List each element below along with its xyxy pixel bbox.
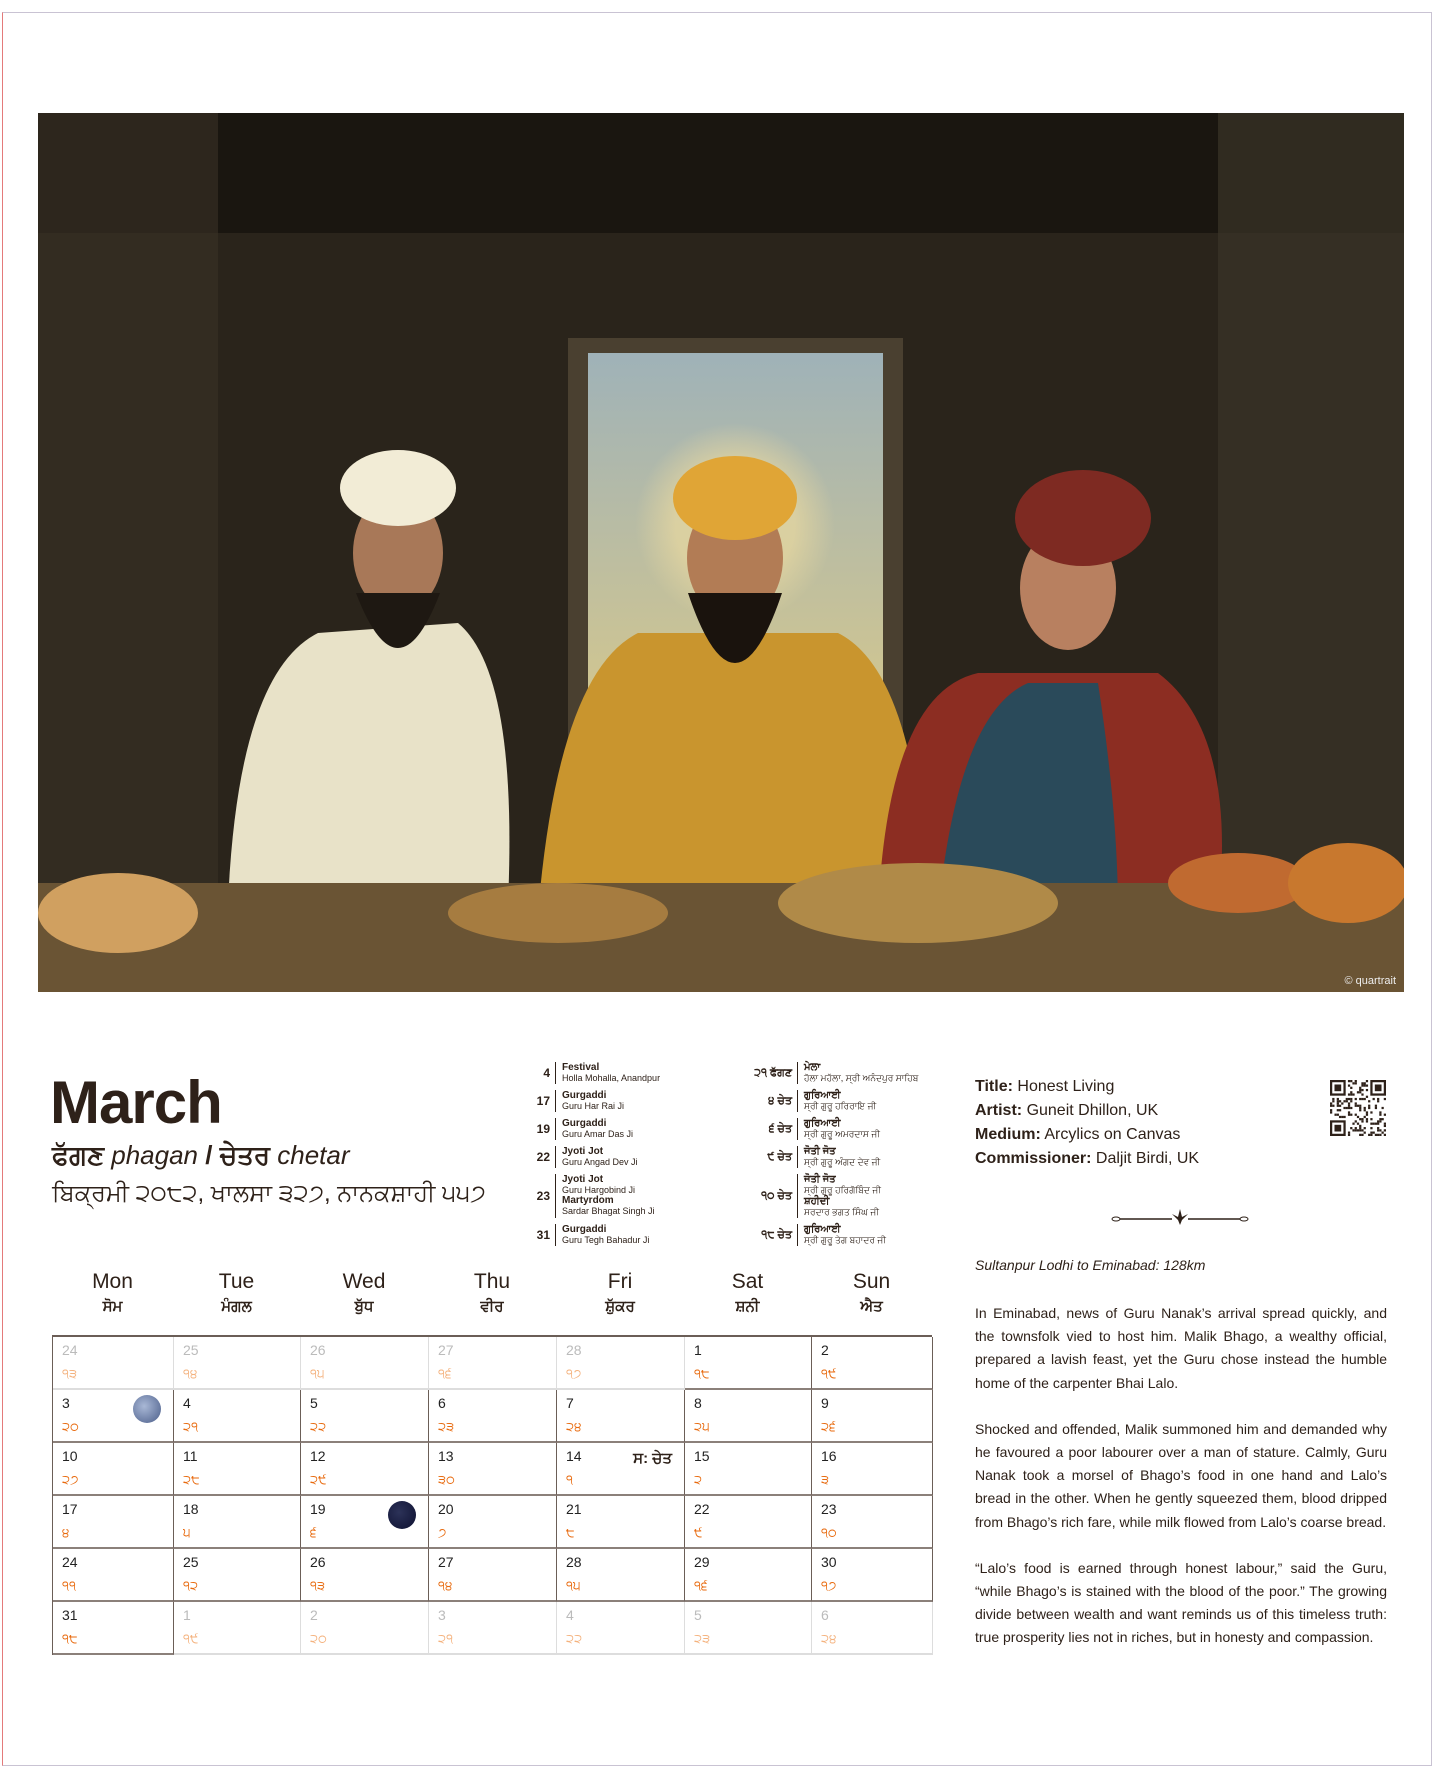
day-number: 6	[821, 1607, 829, 1623]
day-gurmukhi: ੧੨	[183, 1578, 199, 1593]
event-pa-title: ਜੋਤੀ ਜੋਤ	[804, 1174, 836, 1185]
weekday-pa: ਸ਼ਨੀ	[735, 1298, 760, 1315]
day-cell[interactable]	[557, 1602, 685, 1655]
event-pa-sub: ਸ੍ਰੀ ਗੁਰੂ ਹਰਿਗੋਬਿੰਦ ਜੀ	[804, 1185, 881, 1195]
day-gurmukhi: ੫	[183, 1525, 191, 1540]
event-row	[520, 1118, 940, 1140]
day-number: 27	[438, 1554, 454, 1570]
month-title: March	[50, 1069, 222, 1136]
info-title	[975, 1075, 1385, 1099]
event-pa-details	[797, 1224, 934, 1246]
day-cell[interactable]	[429, 1496, 557, 1549]
weekday-sat	[684, 1270, 811, 1335]
day-gurmukhi: ੧੮	[694, 1366, 710, 1381]
day-gurmukhi: ੧੭	[821, 1578, 837, 1593]
event-sub: Guru Har Rai Ji	[562, 1101, 625, 1111]
day-number: 19	[310, 1501, 326, 1517]
day-cell[interactable]	[53, 1496, 174, 1549]
day-cell[interactable]	[812, 1496, 933, 1549]
weekday-en: Mon	[92, 1270, 133, 1293]
day-gurmukhi: ੭	[438, 1525, 447, 1540]
day-cell[interactable]	[301, 1337, 429, 1390]
day-cell[interactable]	[685, 1549, 812, 1602]
day-cell[interactable]	[429, 1602, 557, 1655]
calendar-grid	[52, 1335, 932, 1655]
day-gurmukhi: ੨੮	[183, 1472, 200, 1487]
day-cell[interactable]	[174, 1602, 301, 1655]
event-title: Gurgaddi	[562, 1090, 607, 1101]
new-moon-icon	[388, 1501, 416, 1529]
day-cell[interactable]	[429, 1390, 557, 1443]
weekday-header	[52, 1270, 932, 1335]
event-title: Jyoti Jot	[562, 1146, 604, 1157]
weekday-pa: ਵੀਰ	[480, 1298, 504, 1315]
day-number: 2	[310, 1607, 318, 1623]
day-gurmukhi: ੨੪	[566, 1419, 582, 1434]
info-artist	[975, 1099, 1385, 1123]
event-pa-title: ਮੇਲਾ	[804, 1062, 821, 1073]
event-title: Jyoti Jot	[562, 1174, 604, 1185]
pa-month2: ਚੇਤਰ	[219, 1140, 271, 1170]
day-cell[interactable]	[557, 1496, 685, 1549]
event-pa-day: ੯ ਚੇਤ	[767, 1150, 792, 1163]
day-gurmukhi: ੨	[694, 1472, 703, 1487]
day-cell[interactable]	[174, 1549, 301, 1602]
day-cell[interactable]	[53, 1390, 174, 1443]
day-gurmukhi: ੩	[821, 1472, 830, 1487]
weekday-en: Fri	[607, 1270, 633, 1293]
day-gurmukhi: ੨੦	[62, 1419, 79, 1434]
day-number: 31	[62, 1607, 78, 1623]
info-medium	[975, 1123, 1385, 1147]
day-gurmukhi: ੨੬	[821, 1419, 836, 1434]
event-day: 23	[536, 1189, 550, 1203]
day-number: 28	[566, 1342, 582, 1358]
day-number: 1	[694, 1342, 702, 1358]
day-number: 24	[62, 1342, 78, 1358]
weekday-en: Sat	[731, 1270, 764, 1293]
painting	[38, 113, 1404, 992]
day-cell[interactable]	[174, 1496, 301, 1549]
day-number: 23	[821, 1501, 837, 1517]
day-cell[interactable]	[53, 1549, 174, 1602]
day-cell[interactable]	[685, 1390, 812, 1443]
day-gurmukhi: ੯	[694, 1525, 703, 1540]
event-day: 19	[536, 1122, 550, 1136]
day-number: 26	[310, 1342, 326, 1358]
day-cell[interactable]	[53, 1337, 174, 1390]
day-gurmukhi: ੧੭	[566, 1366, 582, 1381]
day-gurmukhi: ੨੨	[310, 1419, 327, 1434]
day-gurmukhi: ੨੦	[310, 1631, 327, 1646]
day-cell[interactable]	[685, 1443, 812, 1496]
day-gurmukhi: ੨੨	[566, 1631, 583, 1646]
day-cell[interactable]	[301, 1443, 429, 1496]
event-day: 17	[536, 1094, 550, 1108]
weekday-pa: ਮੰਗਲ	[221, 1298, 252, 1315]
qr-code-icon[interactable]	[1330, 1080, 1386, 1136]
artwork-info	[975, 1075, 1385, 1171]
event-details	[555, 1118, 692, 1140]
event-pa-sub: ਸ੍ਰੀ ਗੁਰੂ ਹਰਿਰਾਇ ਜੀ	[804, 1101, 877, 1111]
event-pa-day: ੨੧ ਫੱਗਣ	[754, 1066, 792, 1079]
day-gurmukhi: ੧੬	[694, 1578, 708, 1593]
day-gurmukhi: ੧੪	[183, 1366, 198, 1381]
day-gurmukhi: ੧੫	[310, 1366, 325, 1381]
weekday-pa: ਸ਼ੁੱਕਰ	[605, 1298, 635, 1315]
day-gurmukhi: ੮	[566, 1525, 575, 1540]
label: Commissioner:	[975, 1150, 1092, 1167]
event-sub: Guru Amar Das Ji	[562, 1129, 634, 1139]
month-separator: /	[205, 1140, 213, 1170]
day-cell[interactable]	[174, 1390, 301, 1443]
day-cell[interactable]	[557, 1549, 685, 1602]
event-title: Martyrdom	[562, 1195, 614, 1206]
day-gurmukhi: ੨੪	[821, 1631, 837, 1646]
story-paragraph: Shocked and offended, Malik summoned him and demanded why he favoured a poor labourer over a man of stature. Calmly, Guru Nanak took a morsel of Bhago’s food in one hand and Lalo’s bread in the other. When he gently squeezed them, blood dripped from Bhago’s rich fare, while milk flowed from Lalo’s coarse bread.	[975, 1420, 1387, 1530]
painting-credit: © quartrait	[1344, 975, 1396, 987]
day-number: 3	[438, 1607, 446, 1623]
day-cell[interactable]	[301, 1496, 429, 1549]
day-number: 15	[694, 1448, 710, 1464]
event-title: Festival	[562, 1062, 600, 1073]
event-sub: Holla Mohalla, Anandpur	[562, 1073, 661, 1083]
event-day: 22	[536, 1150, 550, 1164]
ornament-divider-icon	[1110, 1205, 1250, 1229]
event-pa-title: ਜੋਤੀ ਜੋਤ	[804, 1146, 836, 1157]
day-gurmukhi: ੧੩	[310, 1578, 326, 1593]
day-gurmukhi: ੨੭	[62, 1472, 79, 1487]
day-number: 5	[694, 1607, 702, 1623]
event-pa-day: ੧੮ ਚੇਤ	[761, 1228, 792, 1241]
day-cell[interactable]	[53, 1443, 174, 1496]
day-cell[interactable]	[812, 1443, 933, 1496]
event-details	[555, 1174, 692, 1218]
day-cell[interactable]	[557, 1390, 685, 1443]
day-number: 1	[183, 1607, 191, 1623]
day-number: 5	[310, 1395, 318, 1411]
weekday-pa: ਬੁੱਧ	[354, 1298, 374, 1315]
day-gurmukhi: ੨੫	[694, 1419, 710, 1434]
day-cell[interactable]	[174, 1337, 301, 1390]
label: Title:	[975, 1078, 1013, 1095]
day-gurmukhi: ੧੫	[566, 1578, 581, 1593]
label: Medium:	[975, 1126, 1041, 1143]
event-row	[520, 1062, 940, 1084]
day-cell[interactable]	[174, 1443, 301, 1496]
day-number: 22	[694, 1501, 710, 1517]
day-cell[interactable]	[812, 1337, 933, 1390]
event-row	[520, 1090, 940, 1112]
day-number: 4	[183, 1395, 191, 1411]
day-number: 14	[566, 1448, 582, 1464]
day-number: 3	[62, 1395, 70, 1411]
day-number: 17	[62, 1501, 78, 1517]
day-cell[interactable]	[429, 1443, 557, 1496]
day-number: 25	[183, 1554, 199, 1570]
event-day: 31	[536, 1228, 550, 1242]
day-cell[interactable]	[557, 1443, 685, 1496]
event-title: Gurgaddi	[562, 1224, 607, 1235]
day-gurmukhi: ੨੧	[438, 1631, 454, 1646]
event-row	[520, 1146, 940, 1168]
day-number: 16	[821, 1448, 837, 1464]
weekday-mon	[52, 1270, 173, 1335]
day-number: 13	[438, 1448, 454, 1464]
day-gurmukhi: ੨੩	[438, 1419, 455, 1434]
event-sub: Guru Angad Dev Ji	[562, 1157, 638, 1167]
day-gurmukhi: ੬	[310, 1525, 317, 1540]
day-number: 25	[183, 1342, 199, 1358]
event-details	[555, 1146, 692, 1168]
weekday-en: Tue	[218, 1270, 255, 1293]
day-number: 12	[310, 1448, 326, 1464]
event-row	[520, 1224, 940, 1246]
info-commissioner	[975, 1147, 1385, 1171]
event-pa-title: ਸ਼ਹੀਦੀ	[804, 1196, 830, 1207]
day-cell[interactable]	[301, 1602, 429, 1655]
event-pa-sub: ਸਰਦਾਰ ਭਗਤ ਸਿੰਘ ਜੀ	[804, 1207, 879, 1217]
day-cell[interactable]	[812, 1390, 933, 1443]
day-gurmukhi: ੧੮	[62, 1631, 78, 1646]
pa-month1: ਫੱਗਣ	[52, 1140, 105, 1170]
event-sub: Guru Hargobind Ji	[562, 1185, 636, 1195]
weekday-pa: ਐਤ	[860, 1298, 883, 1315]
day-number: 8	[694, 1395, 702, 1411]
weekday-en: Wed	[342, 1270, 386, 1293]
route-distance: Sultanpur Lodhi to Eminabad: 128km	[975, 1257, 1206, 1273]
event-pa-day: ੧੦ ਚੇਤ	[761, 1189, 792, 1202]
event-pa-sub: ਸ੍ਰੀ ਗੁਰੂ ਅਮਰਦਾਸ ਜੀ	[804, 1129, 880, 1139]
value: Arcylics on Canvas	[1044, 1126, 1181, 1143]
day-cell[interactable]	[812, 1549, 933, 1602]
weekday-sun	[811, 1270, 932, 1335]
event-pa-sub: ਸ੍ਰੀ ਗੁਰੂ ਤੇਗ ਬਹਾਦਰ ਜੀ	[804, 1235, 886, 1245]
weekday-thu	[428, 1270, 556, 1335]
event-title: Gurgaddi	[562, 1118, 607, 1129]
day-cell[interactable]	[429, 1337, 557, 1390]
day-cell[interactable]	[812, 1602, 933, 1655]
day-cell[interactable]	[685, 1602, 812, 1655]
event-pa-details	[797, 1062, 934, 1084]
event-pa-details	[797, 1174, 934, 1218]
event-pa-title: ਗੁਰਿਆਈ	[804, 1224, 841, 1235]
day-cell[interactable]	[301, 1390, 429, 1443]
story-paragraph: “Lalo’s food is earned through honest labour,” said the Guru, “while Bhago’s is stained with the blood of the poor.” The growing divide between wealth and want reminds us of this timeless truth: true prosperity lies not in riches, but in honesty and compassion.	[975, 1559, 1387, 1646]
event-details	[555, 1224, 692, 1246]
day-number: 27	[438, 1342, 454, 1358]
en-month1: phagan	[111, 1140, 199, 1170]
event-pa-sub: ਸ੍ਰੀ ਗੁਰੂ ਅੰਗਦ ਦੇਵ ਜੀ	[804, 1157, 881, 1167]
event-day: 4	[543, 1066, 550, 1080]
event-sub: Sardar Bhagat Singh Ji	[562, 1206, 655, 1216]
day-number: 7	[566, 1395, 574, 1411]
day-number: 11	[183, 1448, 198, 1464]
full-moon-icon	[133, 1395, 161, 1423]
day-number: 20	[438, 1501, 454, 1517]
day-number: 6	[438, 1395, 446, 1411]
label: Artist:	[975, 1102, 1023, 1119]
event-row	[520, 1174, 940, 1218]
event-details	[555, 1090, 692, 1112]
day-number: 4	[566, 1607, 574, 1623]
day-gurmukhi: ੧੦	[821, 1525, 837, 1540]
event-pa-day: ੬ ਚੇਤ	[768, 1122, 792, 1135]
event-pa-day: ੪ ਚੇਤ	[768, 1094, 792, 1107]
day-gurmukhi: ੧੯	[183, 1631, 199, 1646]
event-sub: Guru Tegh Bahadur Ji	[562, 1235, 650, 1245]
day-cell[interactable]	[685, 1496, 812, 1549]
value: Guneit Dhillon, UK	[1026, 1102, 1159, 1119]
day-cell[interactable]	[53, 1602, 174, 1655]
day-gurmukhi: ੨੧	[183, 1419, 199, 1434]
day-number: 29	[694, 1554, 710, 1570]
calendar	[52, 1270, 932, 1655]
day-gurmukhi: ੧	[566, 1472, 574, 1487]
day-gurmukhi: ੨੯	[310, 1472, 327, 1487]
day-number: 21	[566, 1501, 582, 1517]
weekday-fri	[556, 1270, 684, 1335]
day-gurmukhi: ੧੯	[821, 1366, 837, 1381]
day-number: 26	[310, 1554, 326, 1570]
day-cell[interactable]	[301, 1549, 429, 1602]
value: Daljit Birdi, UK	[1095, 1150, 1200, 1167]
era-years: ਬਿਕ੍ਰਮੀ ੨੦੮੨, ਖਾਲਸਾ ੩੨੭, ਨਾਨਕਸ਼ਾਹੀ ੫੫੭	[52, 1180, 486, 1207]
day-number: 28	[566, 1554, 582, 1570]
day-cell[interactable]	[429, 1549, 557, 1602]
weekday-en: Thu	[473, 1270, 511, 1293]
event-pa-sub: ਹੋਲਾ ਮਹੱਲਾ, ਸ੍ਰੀ ਅਨੰਦਪੁਰ ਸਾਹਿਬ	[804, 1073, 919, 1083]
day-number: 9	[821, 1395, 829, 1411]
day-gurmukhi: ੪	[62, 1525, 70, 1540]
day-gurmukhi: ੨੩	[694, 1631, 711, 1646]
day-gurmukhi: ੧੬	[438, 1366, 452, 1381]
day-gurmukhi: ੧੧	[62, 1578, 77, 1593]
day-gurmukhi: ੧੪	[438, 1578, 453, 1593]
weekday-pa: ਸੋਮ	[102, 1298, 123, 1315]
story-paragraph: In Eminabad, news of Guru Nanak’s arrival spread quickly, and the townsfolk vied to host him. Malik Bhago, a wealthy official, prepared a lavish feast, yet the Guru chose instead the humble home of the carpenter Bhai Lalo.	[975, 1305, 1387, 1391]
weekday-en: Sun	[852, 1270, 891, 1293]
day-number: 24	[62, 1554, 78, 1570]
event-details	[555, 1062, 692, 1084]
en-month2: chetar	[277, 1140, 350, 1170]
events-list	[520, 1062, 940, 1252]
day-gurmukhi: ੩੦	[438, 1472, 455, 1487]
value: Honest Living	[1017, 1078, 1115, 1095]
event-pa-title: ਗੁਰਿਆਈ	[804, 1090, 841, 1101]
day-gurmukhi: ੧੩	[62, 1366, 78, 1381]
sankrant-label: ਸ: ਚੇਤ	[633, 1450, 672, 1467]
day-cell[interactable]	[685, 1337, 812, 1390]
day-number: 10	[62, 1448, 78, 1464]
event-pa-details	[797, 1146, 934, 1168]
weekday-tue	[173, 1270, 300, 1335]
story-text	[975, 1302, 1387, 1673]
weekday-wed	[300, 1270, 428, 1335]
event-pa-title: ਗੁਰਿਆਈ	[804, 1118, 841, 1129]
day-number: 18	[183, 1501, 199, 1517]
event-pa-details	[797, 1090, 934, 1112]
month-subtitle	[52, 1140, 350, 1172]
day-number: 2	[821, 1342, 829, 1358]
event-pa-details	[797, 1118, 934, 1140]
day-number: 30	[821, 1554, 837, 1570]
day-cell[interactable]	[557, 1337, 685, 1390]
